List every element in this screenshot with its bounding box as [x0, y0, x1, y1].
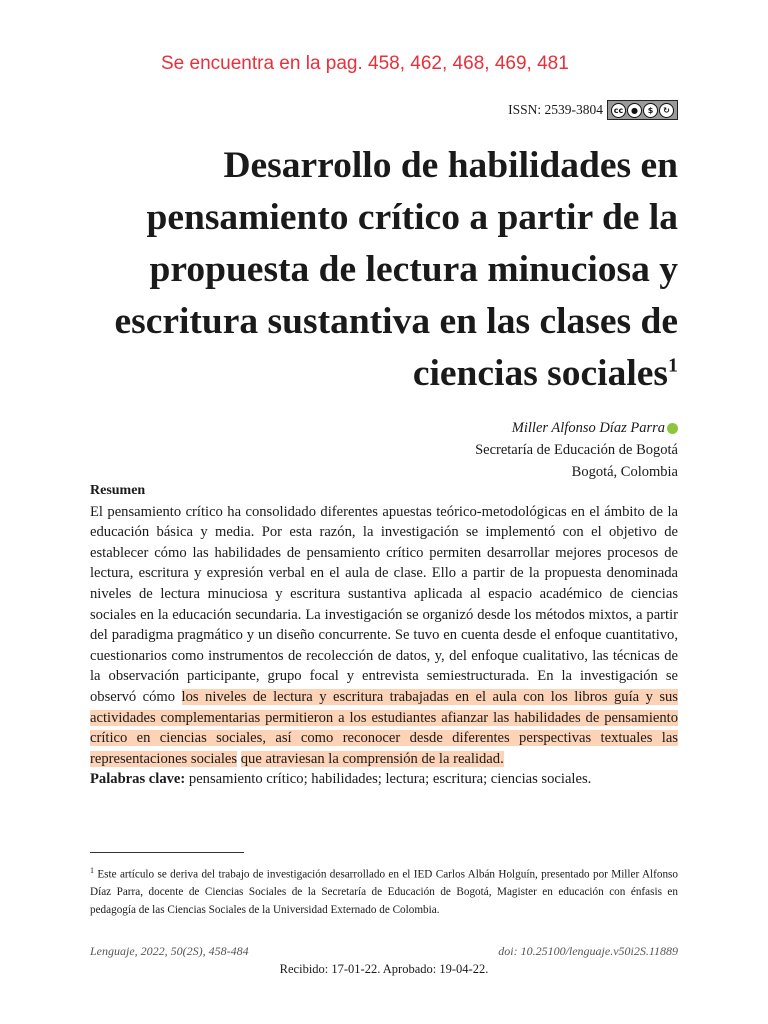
author-affiliation: Secretaría de Educación de Bogotá: [475, 442, 678, 458]
keywords: [90, 769, 678, 790]
citation-row: [90, 944, 678, 959]
footnote: [90, 862, 678, 919]
received-approved-dates: Recibido: 17-01-22. Aprobado: 19-04-22.: [279, 962, 489, 976]
cc-license-badge[interactable]: [607, 100, 678, 120]
abstract-heading: Resumen: [90, 483, 146, 498]
article-title: [90, 140, 678, 400]
abstract-highlight: que atraviesan la comprensión de la realidad.: [240, 750, 504, 767]
keywords-text: pensamiento crítico; habilidades; lectura; escritura; ciencias sociales.: [185, 771, 592, 788]
article-title-text: Desarrollo de habilidades en pensamiento crítico a partir de la propuesta de lectura minuciosa y escritura sustantiva en las clases de ciencias sociales: [114, 145, 678, 394]
keywords-label: Palabras clave:: [90, 771, 186, 788]
abstract-section: [90, 481, 678, 790]
author-block: [475, 417, 678, 483]
abstract-text-part: El pensamiento crítico ha consolidado diferentes apuestas teórico-metodológicas en el ámbito de la educación básica y media. Por esta razón, la investigación se implementó con el objetivo de establecer cómo las habilidades de pensamiento crítico permiten desarrollar mejores procesos de lectura, escritura y expresión verbal en el aula de clase. Ello a partir de la propuesta denominada niveles de lectura minuciosa y escritura sustantiva aplicada al espacio académico de ciencias sociales en la educación secundaria. La investigación se organizó desde los métodos mixtos, a partir del paradigma pragmático y un diseño concurrente. Se tuvo en cuenta desde el enfoque cuantitativo, cuestionarios como instrumentos de recolección de datos, y, del enfoque cualitativo, las técnicas de la observación participante, grupo focal y entrevista semiestructurada. En la investigación se observó cómo: [90, 503, 678, 705]
footnote-mark: 1: [90, 866, 94, 875]
sa-icon: ↻: [659, 103, 674, 118]
title-footnote-mark[interactable]: 1: [668, 354, 678, 377]
author-name: Miller Alfonso Díaz Parra: [511, 420, 665, 436]
footnote-divider: [90, 852, 244, 853]
abstract-text: [90, 502, 678, 770]
orcid-icon[interactable]: [667, 423, 678, 434]
journal-citation: Lenguaje, 2022, 50(2S), 458-484: [90, 944, 249, 958]
by-icon: ●: [627, 103, 642, 118]
footnote-text: Este artículo se deriva del trabajo de investigación desarrollado en el IED Carlos Albán Holguín, presentado por Miller Alfonso Díaz Parra, docente de Ciencias Sociales de la Secretaría de Educación de Bogotá, Magister en educación con énfasis en pedagogía de las Ciencias Sociales de la Universidad Externado de Colombia.: [90, 868, 678, 916]
author-location: Bogotá, Colombia: [571, 464, 678, 480]
nc-icon: $: [643, 103, 658, 118]
doi-link[interactable]: doi: 10.25100/lenguaje.v50i2S.11889: [498, 944, 678, 958]
issn-label: ISSN: 2539-3804: [508, 102, 603, 117]
cc-icon: cc: [611, 103, 626, 118]
issn-row: [508, 100, 678, 120]
annotation-note: Se encuentra en la pag. 458, 462, 468, 469, 481: [161, 53, 569, 74]
abstract-highlight: los niveles de lectura y escritura trabajadas en el aula con los libros guía y sus actividades complementarias permitieron a los estudiantes afianzar las habilidades de pensamiento crítico en ciencias sociales, así como reconocer desde diferentes perspectivas textuales las representaciones sociales: [90, 688, 678, 767]
